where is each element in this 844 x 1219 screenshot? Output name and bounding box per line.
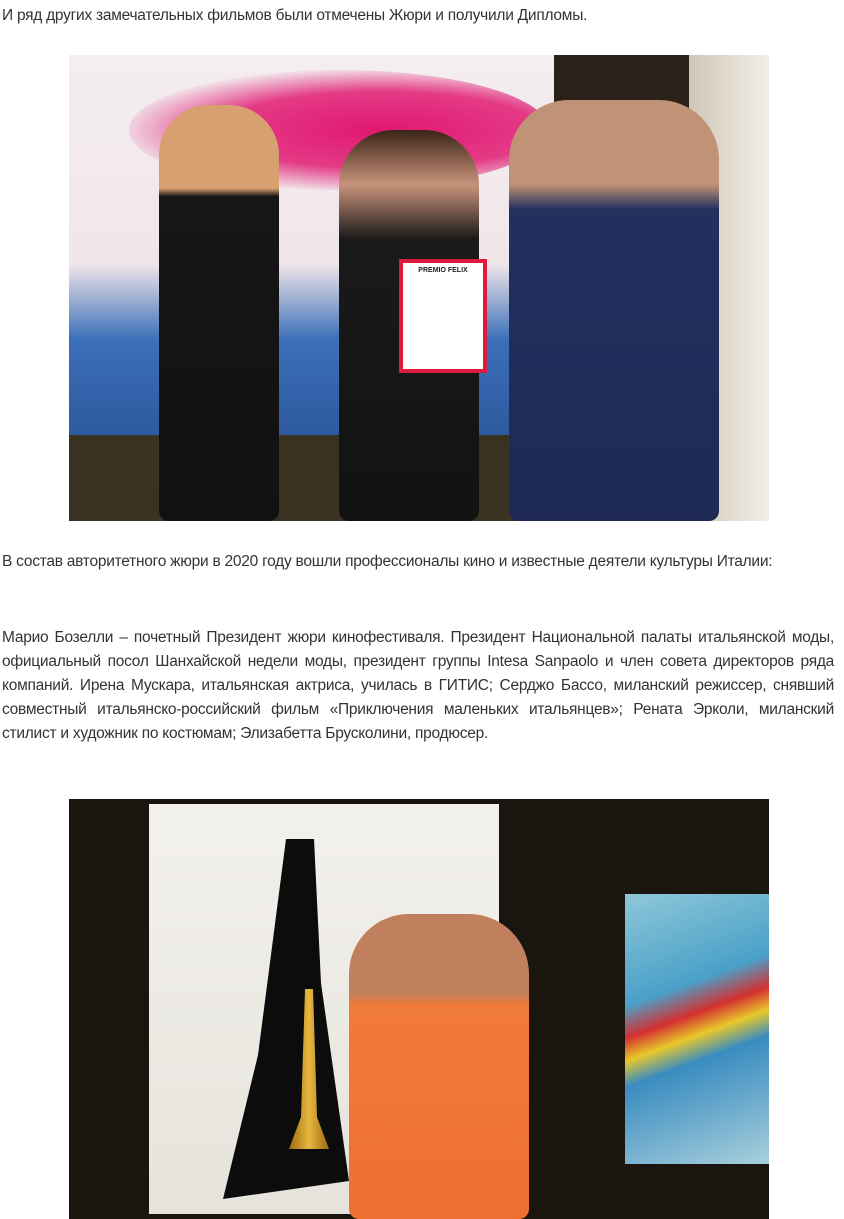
diploma-certificate [399, 259, 487, 373]
jury-members-paragraph: Марио Бозелли – почетный Президент жюри кинофестиваля. Президент Национальной палаты итальянской моды, официальный посол Шанхайской недели моды, президент группы Intesa Sanpaolo и член совета директоров ряда компаний. Ирена Мускара, итальянская актриса, училась в ГИТИС; Серджо Бассо, миланский режиссер, снявший совместный итальянско-российский фильм «Приключения маленьких итальянцев»; Рената Эрколи, миланский стилист и художник по костюмам; Элизабетта Брусколини, продюсер. [2, 629, 834, 742]
colorful-painting [625, 894, 769, 1164]
man-orange-jacket [349, 914, 529, 1219]
diploma-title: PREMIO FELIX [418, 267, 468, 274]
photo-diploma-ceremony [69, 55, 769, 521]
intro-paragraph: И ряд других замечательных фильмов были отмечены Жюри и получили Дипломы. [2, 7, 588, 24]
jury-intro-paragraph: В состав авторитетного жюри в 2020 году вошли профессионалы кино и известные деятели культуры Италии: [2, 553, 773, 570]
woman-left [159, 105, 279, 521]
photo-award-winner [69, 799, 769, 1219]
man-right [509, 100, 719, 521]
